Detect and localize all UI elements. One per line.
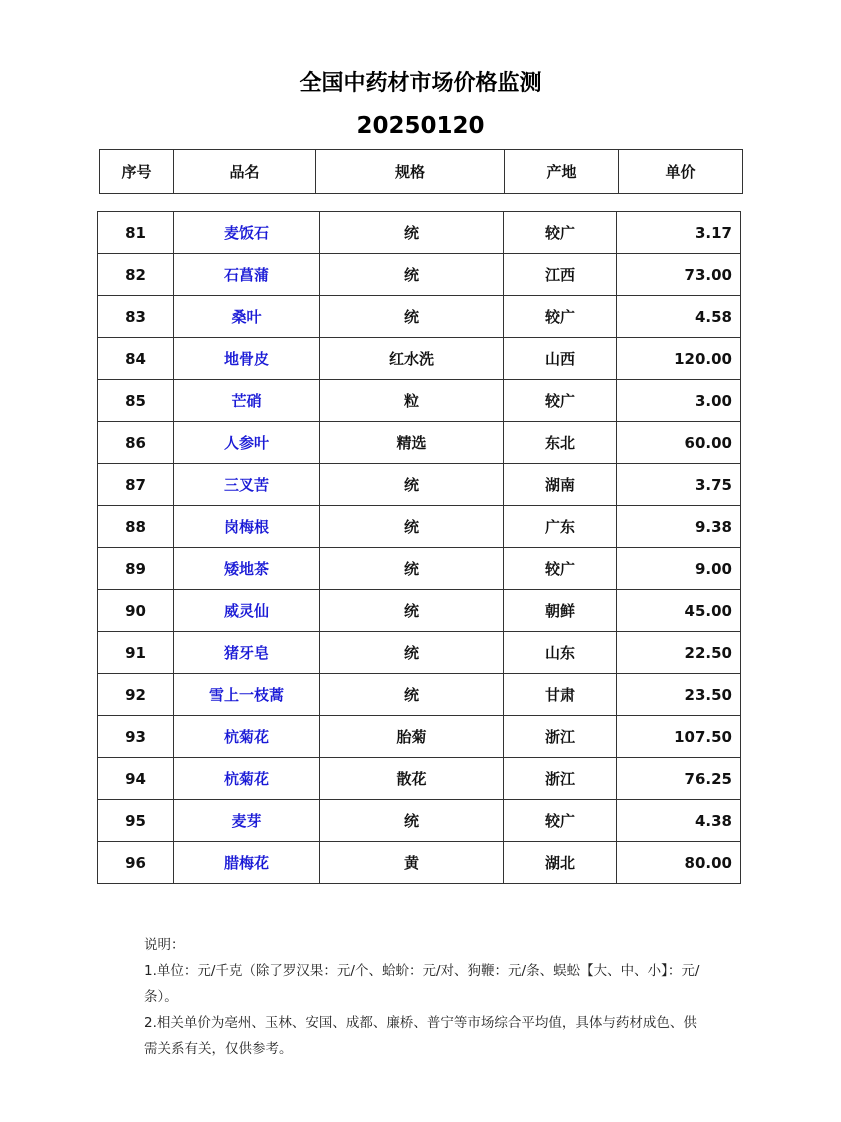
row-origin: 广东 — [504, 506, 617, 548]
row-no: 87 — [98, 464, 174, 506]
row-name[interactable]: 麦饭石 — [174, 212, 320, 254]
header-price: 单价 — [619, 150, 743, 194]
table-row — [98, 506, 741, 548]
row-name[interactable]: 矮地茶 — [174, 548, 320, 590]
table-row — [98, 380, 741, 422]
table-row — [98, 758, 741, 800]
row-price: 9.38 — [617, 506, 741, 548]
row-origin: 较广 — [504, 212, 617, 254]
row-spec: 精选 — [320, 422, 504, 464]
row-origin: 较广 — [504, 548, 617, 590]
row-price: 107.50 — [617, 716, 741, 758]
row-no: 92 — [98, 674, 174, 716]
price-table-header — [99, 149, 743, 194]
price-table — [97, 211, 741, 884]
row-origin: 较广 — [504, 380, 617, 422]
row-price: 22.50 — [617, 632, 741, 674]
row-origin: 山东 — [504, 632, 617, 674]
row-price: 80.00 — [617, 842, 741, 884]
row-spec: 统 — [320, 212, 504, 254]
row-no: 81 — [98, 212, 174, 254]
row-no: 96 — [98, 842, 174, 884]
row-name[interactable]: 腊梅花 — [174, 842, 320, 884]
row-name[interactable]: 桑叶 — [174, 296, 320, 338]
row-origin: 湖南 — [504, 464, 617, 506]
row-origin: 较广 — [504, 296, 617, 338]
row-origin: 较广 — [504, 800, 617, 842]
row-price: 3.17 — [617, 212, 741, 254]
table-row — [98, 464, 741, 506]
header-origin: 产地 — [505, 150, 619, 194]
table-row — [98, 716, 741, 758]
row-name[interactable]: 三叉苦 — [174, 464, 320, 506]
report-date: 20250120 — [356, 113, 485, 139]
row-spec: 粒 — [320, 380, 504, 422]
table-row — [98, 842, 741, 884]
table-row — [98, 212, 741, 254]
row-spec: 胎菊 — [320, 716, 504, 758]
table-row — [98, 338, 741, 380]
table-row — [98, 800, 741, 842]
row-name[interactable]: 杭菊花 — [174, 716, 320, 758]
row-name[interactable]: 岗梅根 — [174, 506, 320, 548]
notes-line-2: 2.相关单价为亳州、玉林、安国、成都、廉桥、普宁等市场综合平均值，具体与药材成色、供需关系有关，仅供参考。 — [144, 1015, 697, 1057]
row-no: 90 — [98, 590, 174, 632]
table-row — [98, 548, 741, 590]
row-price: 73.00 — [617, 254, 741, 296]
row-price: 45.00 — [617, 590, 741, 632]
row-origin: 湖北 — [504, 842, 617, 884]
row-origin: 山西 — [504, 338, 617, 380]
table-row — [98, 254, 741, 296]
table-row — [98, 632, 741, 674]
header-no: 序号 — [100, 150, 174, 194]
row-name[interactable]: 人参叶 — [174, 422, 320, 464]
row-price: 3.00 — [617, 380, 741, 422]
row-no: 84 — [98, 338, 174, 380]
row-no: 91 — [98, 632, 174, 674]
row-spec: 统 — [320, 464, 504, 506]
row-origin: 浙江 — [504, 758, 617, 800]
row-name[interactable]: 威灵仙 — [174, 590, 320, 632]
row-name[interactable]: 雪上一枝蒿 — [174, 674, 320, 716]
row-name[interactable]: 杭菊花 — [174, 758, 320, 800]
row-spec: 统 — [320, 548, 504, 590]
row-origin: 江西 — [504, 254, 617, 296]
row-name[interactable]: 地骨皮 — [174, 338, 320, 380]
row-price: 4.58 — [617, 296, 741, 338]
row-name[interactable]: 芒硝 — [174, 380, 320, 422]
row-spec: 统 — [320, 296, 504, 338]
table-row — [98, 422, 741, 464]
row-no: 93 — [98, 716, 174, 758]
row-spec: 红水洗 — [320, 338, 504, 380]
row-no: 88 — [98, 506, 174, 548]
row-price: 3.75 — [617, 464, 741, 506]
row-no: 89 — [98, 548, 174, 590]
row-name[interactable]: 猪牙皂 — [174, 632, 320, 674]
row-spec: 统 — [320, 674, 504, 716]
row-spec: 统 — [320, 632, 504, 674]
row-origin: 朝鲜 — [504, 590, 617, 632]
row-origin: 东北 — [504, 422, 617, 464]
page-title: 全国中药材市场价格监测 — [299, 71, 542, 96]
table-row — [98, 590, 741, 632]
row-price: 76.25 — [617, 758, 741, 800]
table-row — [98, 296, 741, 338]
row-no: 83 — [98, 296, 174, 338]
table-row — [98, 674, 741, 716]
row-no: 82 — [98, 254, 174, 296]
row-no: 86 — [98, 422, 174, 464]
row-spec: 统 — [320, 506, 504, 548]
row-price: 9.00 — [617, 548, 741, 590]
row-price: 4.38 — [617, 800, 741, 842]
row-price: 60.00 — [617, 422, 741, 464]
row-spec: 统 — [320, 254, 504, 296]
header-name: 品名 — [174, 150, 316, 194]
row-no: 85 — [98, 380, 174, 422]
row-spec: 散花 — [320, 758, 504, 800]
row-origin: 浙江 — [504, 716, 617, 758]
notes-heading: 说明： — [144, 937, 185, 953]
row-price: 23.50 — [617, 674, 741, 716]
row-no: 94 — [98, 758, 174, 800]
header-spec: 规格 — [316, 150, 505, 194]
row-origin: 甘肃 — [504, 674, 617, 716]
notes — [144, 932, 704, 1062]
row-spec: 统 — [320, 800, 504, 842]
row-no: 95 — [98, 800, 174, 842]
row-price: 120.00 — [617, 338, 741, 380]
notes-line-1: 1.单位：元/千克（除了罗汉果：元/个、蛤蚧：元/对、狗鞭：元/条、蜈蚣【大、中、小】：元/条）。 — [144, 963, 700, 1005]
row-spec: 统 — [320, 590, 504, 632]
row-name[interactable]: 麦芽 — [174, 800, 320, 842]
row-name[interactable]: 石菖蒲 — [174, 254, 320, 296]
row-spec: 黄 — [320, 842, 504, 884]
